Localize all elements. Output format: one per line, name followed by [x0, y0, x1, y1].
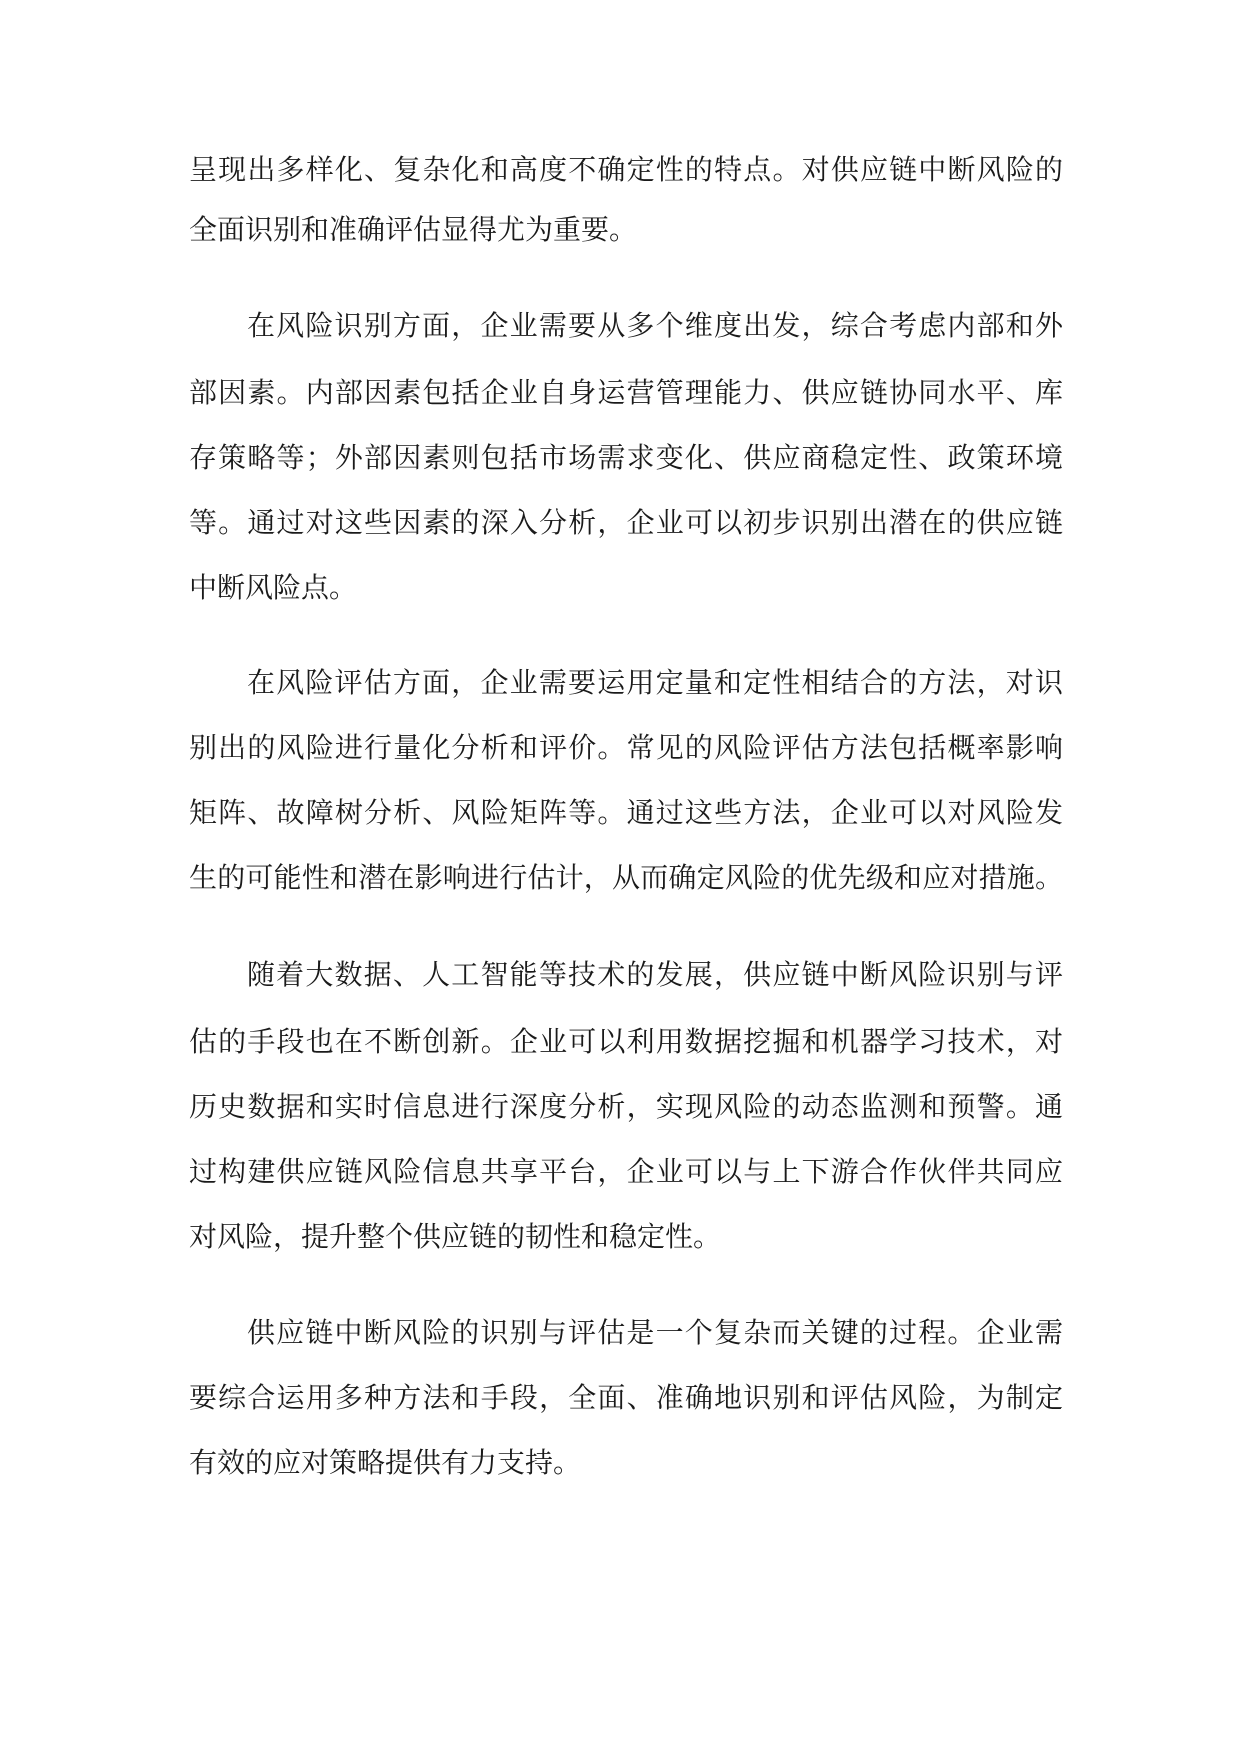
text-line: 历史数据和实时信息进行深度分析，实现风险的动态监测和预警。通	[189, 1090, 1063, 1123]
text-line: 生的可能性和潜在影响进行估计，从而确定风险的优先级和应对措施。	[189, 861, 1063, 894]
text-line: 矩阵、故障树分析、风险矩阵等。通过这些方法，企业可以对风险发	[189, 796, 1063, 829]
text-line: 呈现出多样化、复杂化和高度不确定性的特点。对供应链中断风险的	[189, 153, 1063, 186]
text-line: 过构建供应链风险信息共享平台，企业可以与上下游合作伙伴共同应	[189, 1155, 1063, 1188]
text-line: 别出的风险进行量化分析和评价。常见的风险评估方法包括概率影响	[189, 731, 1063, 764]
text-line: 随着大数据、人工智能等技术的发展，供应链中断风险识别与评	[247, 958, 1063, 991]
text-line: 估的手段也在不断创新。企业可以利用数据挖掘和机器学习技术，对	[189, 1025, 1063, 1058]
text-line: 在风险评估方面，企业需要运用定量和定性相结合的方法，对识	[247, 666, 1063, 699]
text-line: 对风险，提升整个供应链的韧性和稳定性。	[189, 1220, 722, 1253]
text-line: 部因素。内部因素包括企业自身运营管理能力、供应链协同水平、库	[189, 376, 1063, 409]
text-line: 有效的应对策略提供有力支持。	[189, 1446, 582, 1479]
text-line: 供应链中断风险的识别与评估是一个复杂而关键的过程。企业需	[247, 1316, 1063, 1349]
text-line: 在风险识别方面，企业需要从多个维度出发，综合考虑内部和外	[247, 309, 1063, 342]
text-line: 等。通过对这些因素的深入分析，企业可以初步识别出潜在的供应链	[189, 506, 1063, 539]
text-line: 中断风险点。	[189, 571, 358, 604]
text-line: 存策略等；外部因素则包括市场需求变化、供应商稳定性、政策环境	[189, 441, 1063, 474]
text-line: 全面识别和准确评估显得尤为重要。	[189, 213, 638, 246]
text-line: 要综合运用多种方法和手段，全面、准确地识别和评估风险，为制定	[189, 1381, 1063, 1414]
